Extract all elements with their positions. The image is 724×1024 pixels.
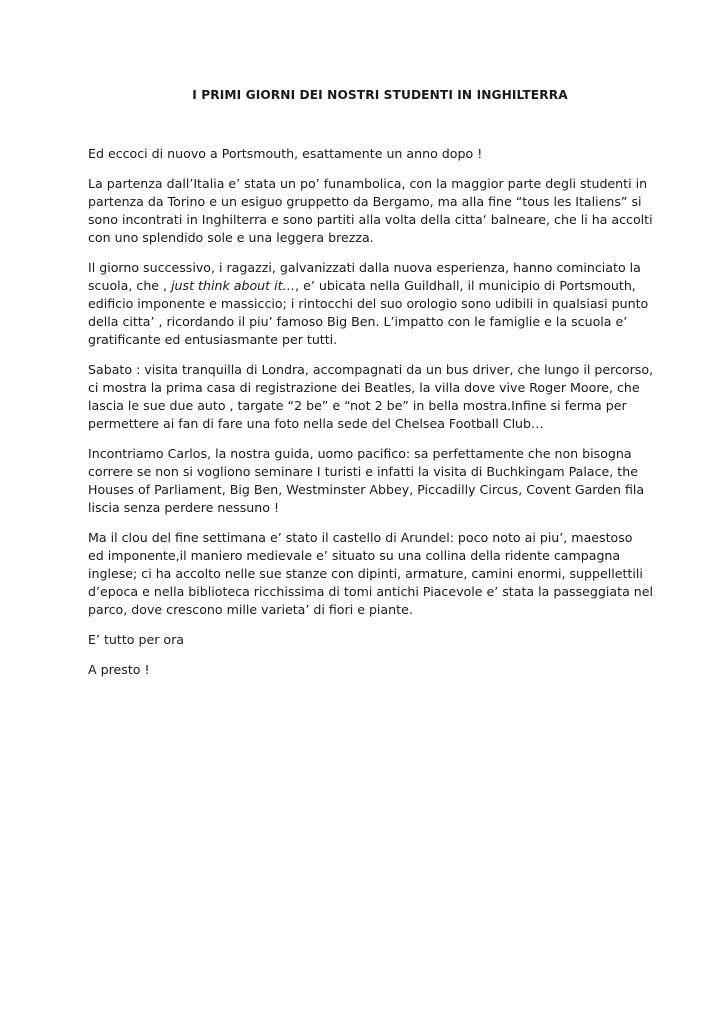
text-line: della citta’ , ricordando il piu’ famoso Big Ben. L’impatto con le famiglie e la scuola e’ (88, 314, 628, 329)
text-line: Incontriamo Carlos, la nostra guida, uomo pacifico: sa perfettamente che non bisogna (88, 446, 632, 461)
text-line: con uno splendido sole e una leggera brezza. (88, 230, 374, 245)
italic-phrase: just think about it… (171, 278, 296, 293)
text-line: A presto ! (88, 662, 150, 677)
paragraph-school (88, 259, 648, 349)
text-line: inglese; ci ha accolto nelle sue stanze con dipinti, armature, camini enormi, suppellettili (88, 566, 643, 581)
text-line: Sabato : visita tranquilla di Londra, accompagnati da un bus driver, che lungo il percorso, (88, 362, 654, 377)
document-title: I PRIMI GIORNI DEI NOSTRI STUDENTI IN INGHILTERRA (192, 88, 568, 102)
text-line: E’ tutto per ora (88, 632, 184, 647)
text-line: ed imponente,il maniero medievale e’ situato su una collina della ridente campagna (88, 548, 621, 563)
text-line: parco, dove crescono mille varieta’ di fiori e piante. (88, 602, 413, 617)
text-line: correre se non si vogliono seminare I turisti e infatti la visita di Buchkingam Palace, the (88, 464, 638, 479)
paragraph-guide (88, 445, 648, 517)
text-line: edificio imponente e massiccio; i rintocchi del suo orologio sono udibili in qualsiasi punto (88, 296, 649, 311)
text-fragment: , e’ ubicata nella Guildhall, il municipio di Portsmouth, (295, 278, 636, 293)
text-line: liscia senza perdere nessuno ! (88, 500, 279, 515)
text-line: permettere ai fan di fare una foto nella sede del Chelsea Football Club… (88, 416, 544, 431)
text-line: lascia le sue due auto , targate “2 be” e “not 2 be” in bella mostra.Infine si ferma per (88, 398, 627, 413)
text-line: Il giorno successivo, i ragazzi, galvanizzati dalla nuova esperienza, hanno cominciato la (88, 260, 641, 275)
paragraph-departure (88, 175, 653, 247)
paragraph-intro (88, 145, 648, 163)
text-line: Ma il clou del fine settimana e’ stato il castello di Arundel: poco noto ai piu’, maestoso (88, 530, 633, 545)
text-line-mixed (88, 277, 648, 295)
paragraph-closing (88, 631, 648, 649)
text-line: ci mostra la prima casa di registrazione dei Beatles, la villa dove vive Roger Moore, che (88, 380, 640, 395)
text-fragment: scuola, che , (88, 278, 172, 293)
paragraph-signoff (88, 661, 648, 679)
text-line: d’epoca e nella biblioteca ricchissima di tomi antichi Piacevole e’ stata la passeggiata nel (88, 584, 654, 599)
text-line: La partenza dall’Italia e’ stata un po’ funambolica, con la maggior parte degli studenti in (88, 176, 648, 191)
text-line: Ed eccoci di nuovo a Portsmouth, esattamente un anno dopo ! (88, 146, 483, 161)
text-line: partenza da Torino e un esiguo gruppetto da Bergamo, ma alla fine “tous les Italiens” si (88, 194, 642, 209)
text-line: Houses of Parliament, Big Ben, Westminster Abbey, Piccadilly Circus, Covent Garden fila (88, 482, 645, 497)
text-line: sono incontrati in Inghilterra e sono partiti alla volta della citta‘ balneare, che li ha accolti (88, 212, 653, 227)
paragraph-saturday (88, 361, 654, 433)
paragraph-arundel (88, 529, 654, 619)
document-body (88, 145, 654, 691)
text-line: gratificante ed entusiasmante per tutti. (88, 332, 338, 347)
